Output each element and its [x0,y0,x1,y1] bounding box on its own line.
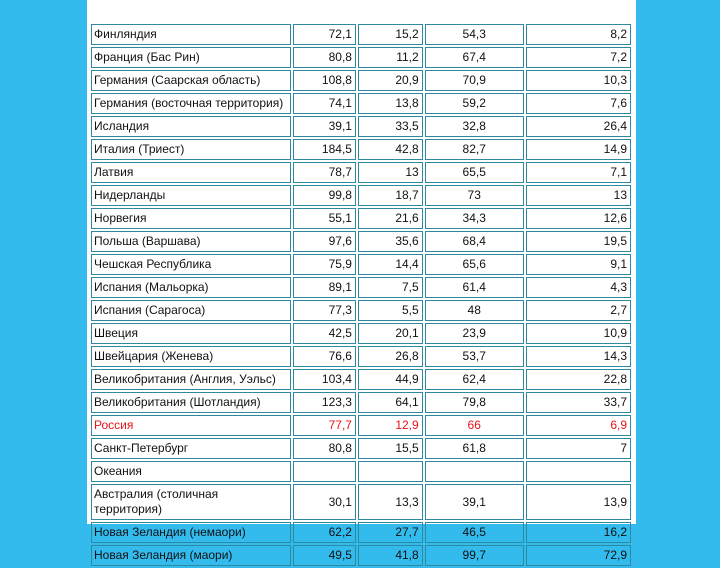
value-col-2: 27,7 [358,522,423,543]
value-col-1: 77,3 [293,300,356,321]
value-col-4: 10,3 [526,70,631,91]
value-col-1: 80,8 [293,47,356,68]
value-col-4: 9,1 [526,254,631,275]
region-name: Новая Зеландия (маори) [91,545,291,566]
region-name: Швеция [91,323,291,344]
table-row [91,208,631,229]
value-col-4: 33,7 [526,392,631,413]
value-col-1: 123,3 [293,392,356,413]
table-row [91,116,631,137]
value-col-1: 72,1 [293,24,356,45]
value-col-2: 14,4 [358,254,423,275]
value-col-1: 184,5 [293,139,356,160]
value-col-3: 99,7 [425,545,524,566]
value-col-4: 13,9 [526,484,631,520]
value-col-3: 79,8 [425,392,524,413]
value-col-3: 65,5 [425,162,524,183]
region-name: Великобритания (Шотландия) [91,392,291,413]
value-col-2: 15,5 [358,438,423,459]
document-sheet [87,0,636,562]
value-col-1: 76,6 [293,346,356,367]
table-row [91,545,631,566]
value-col-2: 5,5 [358,300,423,321]
table-row [91,369,631,390]
value-col-3: 39,1 [425,484,524,520]
value-col-3: 46,5 [425,522,524,543]
statistics-table [89,22,633,568]
table-row [91,392,631,413]
region-name: Германия (восточная территория) [91,93,291,114]
value-col-2: 42,8 [358,139,423,160]
value-col-1: 99,8 [293,185,356,206]
value-col-2: 64,1 [358,392,423,413]
value-col-4: 72,9 [526,545,631,566]
value-col-1: 74,1 [293,93,356,114]
value-col-1: 49,5 [293,545,356,566]
value-col-2: 13,8 [358,93,423,114]
value-col-1: 55,1 [293,208,356,229]
value-col-4: 22,8 [526,369,631,390]
table-row-highlighted [91,415,631,436]
value-col-2: 15,2 [358,24,423,45]
value-col-3: 66 [425,415,524,436]
value-col-3: 48 [425,300,524,321]
value-col-1: 89,1 [293,277,356,298]
region-name: Исландия [91,116,291,137]
value-col-2: 21,6 [358,208,423,229]
table-row [91,93,631,114]
value-col-1: 77,7 [293,415,356,436]
value-col-1: 30,1 [293,484,356,520]
region-name: Чешская Республика [91,254,291,275]
value-col-3: 68,4 [425,231,524,252]
value-col-1: 103,4 [293,369,356,390]
table-row [91,300,631,321]
value-col-2: 13 [358,162,423,183]
region-name: Италия (Триест) [91,139,291,160]
region-name: Швейцария (Женева) [91,346,291,367]
region-name: Испания (Мальорка) [91,277,291,298]
value-col-2: 26,8 [358,346,423,367]
table-row [91,438,631,459]
value-col-3: 34,3 [425,208,524,229]
table-body [91,24,631,566]
table-row [91,24,631,45]
region-name: Санкт-Петербург [91,438,291,459]
value-col-3: 62,4 [425,369,524,390]
table-row [91,254,631,275]
value-col-3: 61,4 [425,277,524,298]
value-col-2: 12,9 [358,415,423,436]
value-col-1: 108,8 [293,70,356,91]
table-row [91,70,631,91]
value-col-3: 53,7 [425,346,524,367]
value-col-4: 7,1 [526,162,631,183]
value-col-2: 20,1 [358,323,423,344]
value-col-3: 61,8 [425,438,524,459]
value-col-4: 26,4 [526,116,631,137]
value-col-4: 6,9 [526,415,631,436]
table-row [91,484,631,520]
value-col-1: 80,8 [293,438,356,459]
value-col-3: 65,6 [425,254,524,275]
value-col-3: 59,2 [425,93,524,114]
value-col-1: 42,5 [293,323,356,344]
value-col-4: 14,3 [526,346,631,367]
value-col-3: 32,8 [425,116,524,137]
region-name: Германия (Саарская область) [91,70,291,91]
value-col-4: 14,9 [526,139,631,160]
value-col-4: 7 [526,438,631,459]
value-col-4 [526,461,631,482]
value-col-3: 67,4 [425,47,524,68]
value-col-1: 62,2 [293,522,356,543]
region-name: Нидерланды [91,185,291,206]
value-col-2: 20,9 [358,70,423,91]
value-col-2: 11,2 [358,47,423,68]
value-col-3: 70,9 [425,70,524,91]
region-name: Франция (Бас Рин) [91,47,291,68]
value-col-4: 7,6 [526,93,631,114]
table-row [91,231,631,252]
table-row [91,346,631,367]
value-col-4: 16,2 [526,522,631,543]
value-col-2 [358,461,423,482]
value-col-4: 12,6 [526,208,631,229]
table-row [91,162,631,183]
value-col-3: 82,7 [425,139,524,160]
value-col-1: 97,6 [293,231,356,252]
value-col-2: 13,3 [358,484,423,520]
table-row [91,139,631,160]
value-col-1: 78,7 [293,162,356,183]
value-col-2: 18,7 [358,185,423,206]
table-row [91,323,631,344]
value-col-4: 10,9 [526,323,631,344]
value-col-1: 75,9 [293,254,356,275]
table-row [91,277,631,298]
region-name: Океания [91,461,291,482]
value-col-4: 7,2 [526,47,631,68]
value-col-2: 7,5 [358,277,423,298]
table-row-section [91,461,631,482]
value-col-1 [293,461,356,482]
value-col-4: 19,5 [526,231,631,252]
region-name: Латвия [91,162,291,183]
value-col-2: 35,6 [358,231,423,252]
region-name: Норвегия [91,208,291,229]
region-name: Финляндия [91,24,291,45]
value-col-1: 39,1 [293,116,356,137]
value-col-4: 13 [526,185,631,206]
value-col-3: 23,9 [425,323,524,344]
region-name: Россия [91,415,291,436]
value-col-2: 41,8 [358,545,423,566]
region-name: Австралия (столичная территория) [91,484,291,520]
value-col-2: 33,5 [358,116,423,137]
region-name: Новая Зеландия (немаори) [91,522,291,543]
value-col-4: 2,7 [526,300,631,321]
value-col-4: 8,2 [526,24,631,45]
value-col-4: 4,3 [526,277,631,298]
region-name: Великобритания (Англия, Уэльс) [91,369,291,390]
value-col-3: 73 [425,185,524,206]
value-col-2: 44,9 [358,369,423,390]
table-row [91,47,631,68]
value-col-3: 54,3 [425,24,524,45]
value-col-3 [425,461,524,482]
table-row [91,185,631,206]
region-name: Польша (Варшава) [91,231,291,252]
region-name: Испания (Сарагоса) [91,300,291,321]
